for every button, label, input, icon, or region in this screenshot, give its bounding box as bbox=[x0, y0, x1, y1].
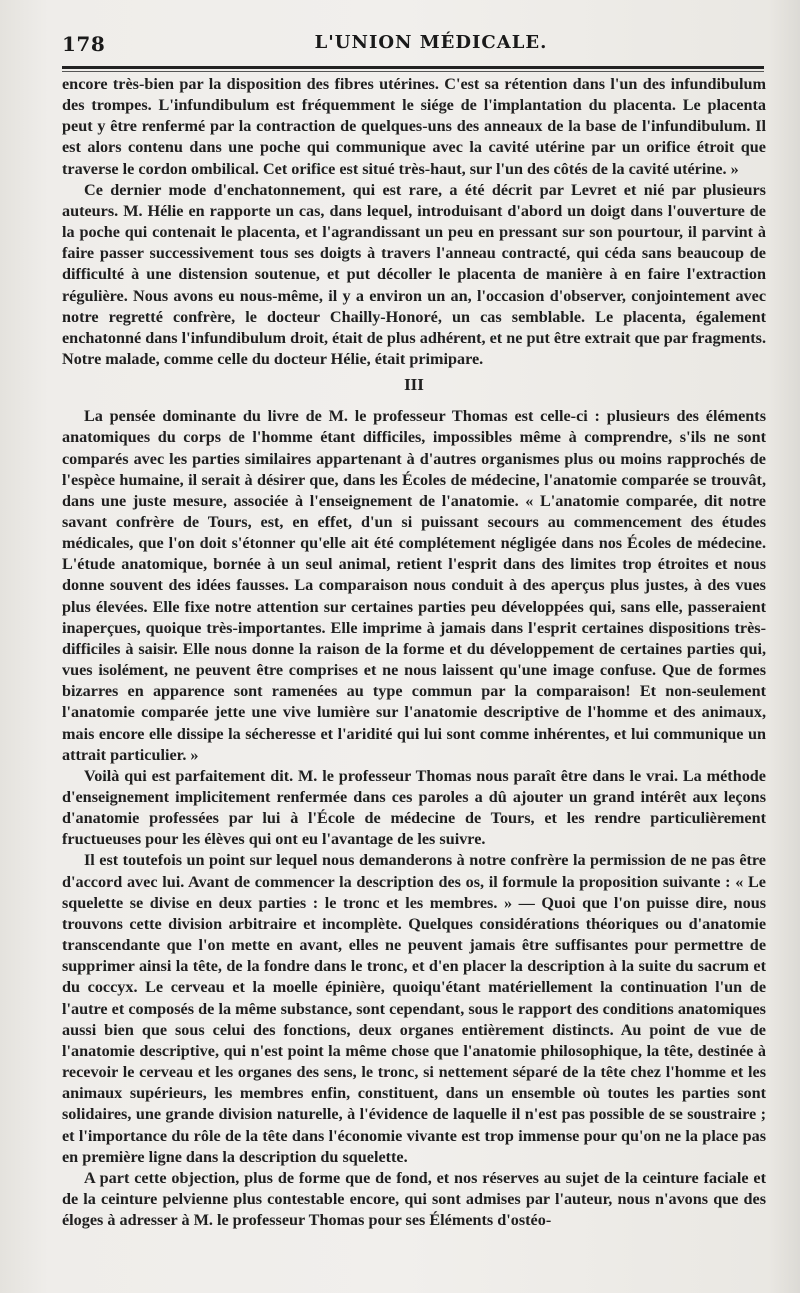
section-number: III bbox=[404, 375, 424, 395]
running-head bbox=[62, 28, 760, 58]
header-rule bbox=[62, 66, 764, 72]
body-text bbox=[62, 74, 766, 1231]
paragraph: La pensée dominante du livre de M. le professeur Thomas est celle-ci : plusieurs des éléments anatomiques du corps de l'homme étant difficiles, impossibles même à comprendre, s'ils ne sont comparés avec les parties similaires appartenant à d'autres organismes plus ou moins rapprochés de l'espèce humaine, il serait à désirer que, dans les Écoles de médecine, l'anatomie comparée se trouvât, dans une juste mesure, associée à l'enseignement de l'anatomie. « L'anatomie comparée, dit notre savant confrère de Tours, est, en effet, d'un si puissant secours au commencement des études médicales, que l'on doit s'étonner qu'elle ait été complétement négligée dans nos Écoles de médecine. L'étude anatomique, bornée à un seul animal, retient l'esprit dans des limites trop étroites et nous donne souvent des idées fausses. La comparaison nous conduit à des aperçus plus justes, à des vues plus élevées. Elle fixe notre attention sur certaines parties peu développées qui, sans elle, passeraient inaperçues, quoique très-importantes. Elle imprime à jamais dans l'esprit certaines dispositions très-difficiles à saisir. Elle nous donne la raison de la forme et du développement de certaines parties qui, vues isolément, ne peuvent être comprises et ne nous laissent qu'une image confuse. Que de formes bizarres en apparence sont ramenées au type commun par la comparaison! Et non-seulement l'anatomie comparée jette une vive lumière sur l'anatomie descriptive de l'homme et des animaux, mais encore elle dissipe la sécheresse et l'aridité qui lui sont comme inhérentes, et lui communique un attrait particulier. » bbox=[62, 407, 766, 764]
paragraph: Voilà qui est parfaitement dit. M. le professeur Thomas nous paraît être dans le vrai. La méthode d'enseignement implicitement renfermée dans ces paroles a dû ajouter un grand intérêt aux leçons d'anatomie professées par lui à l'École de médecine de Tours, et les rendre particulièrement fructueuses pour les élèves qui ont eu l'avantage de les suivre. bbox=[62, 766, 766, 849]
journal-title: L'UNION MÉDICALE. bbox=[314, 32, 548, 53]
paragraph: Il est toutefois un point sur lequel nous demanderons à notre confrère la permission de ne pas être d'accord avec lui. Avant de commencer la description des os, il formule la proposition suivante : « Le squelette se divise en deux parties : le tronc et les membres. » — Quoi que l'on puisse dire, nous trouvons cette division arbitraire et incomplète. Quelques considérations théoriques ou d'anatomie transcendante que l'on mette en avant, elles ne peuvent jamais être suffisantes pour permettre de supprimer ainsi la tête, de la fondre dans le tronc, et d'en placer la description à la suite du sacrum et du coccyx. Le cerveau et la moelle épinière, quoiqu'étant matériellement la continuation l'un de l'autre et composés de la même substance, sont cependant, sous le rapport des conditions anatomiques aussi bien que sous celui des fonctions, deux organes entièrement distincts. Au point de vue de l'anatomie descriptive, qui n'est point la même chose que l'anatomie philosophique, la tête, destinée à recevoir le cerveau et les organes des sens, le tronc, si nettement séparé de la tête chez l'homme et les animaux supérieurs, les membres enfin, constituent, dans un ensemble où toutes les parties sont solidaires, une grande division naturelle, à l'évidence de laquelle il n'est pas possible de se soustraire ; et l'importance du rôle de la tête dans l'économie vivante est trop immense pour qu'on ne la place pas en première ligne dans la description du squelette. bbox=[62, 851, 766, 1166]
page-number: 178 bbox=[62, 32, 106, 56]
paragraph: Ce dernier mode d'enchatonnement, qui est rare, a été décrit par Levret et nié par plusieurs auteurs. M. Hélie en rapporte un cas, dans lequel, introduisant d'abord un doigt dans l'ouverture de la poche qui contenait le placenta, et l'agrandissant un peu en pressant sur son pourtour, il parvint à faire passer successivement tous ses doigts à travers l'anneau contracté, qui céda sans beaucoup de difficulté à une distension soutenue, et put décoller le placenta de manière à en faire l'extraction régulière. Nous avons eu nous-même, il y a environ un an, l'occasion d'observer, conjointement avec notre regretté confrère, le docteur Chailly-Honoré, un cas semblable. Le placenta, également enchatonné dans l'infundibulum droit, était de plus adhérent, et ne put être extrait que par fragments. Notre malade, comme celle du docteur Hélie, était primipare. bbox=[62, 180, 766, 369]
paragraph: A part cette objection, plus de forme que de fond, et nos réserves au sujet de la ceinture faciale et de la ceinture pelvienne plus contestable encore, qui sont admises par l'auteur, nous n'avons que des éloges à adresser à M. le professeur Thomas pour ses Éléments d'ostéo- bbox=[62, 1168, 766, 1230]
paragraph: encore très-bien par la disposition des fibres utérines. C'est sa rétention dans l'un des infundibulum des trompes. L'infundibulum est fréquemment le siége de l'implantation du placenta. Le placenta peut y être renfermé par la contraction de quelques-uns des anneaux de la base de l'infundibulum. Il est alors contenu dans une poche qui communique avec la cavité utérine par un orifice étroit que traverse le cordon ombilical. Cet orifice est situé très-haut, sur l'un des côtés de la cavité utérine. » bbox=[62, 75, 766, 178]
